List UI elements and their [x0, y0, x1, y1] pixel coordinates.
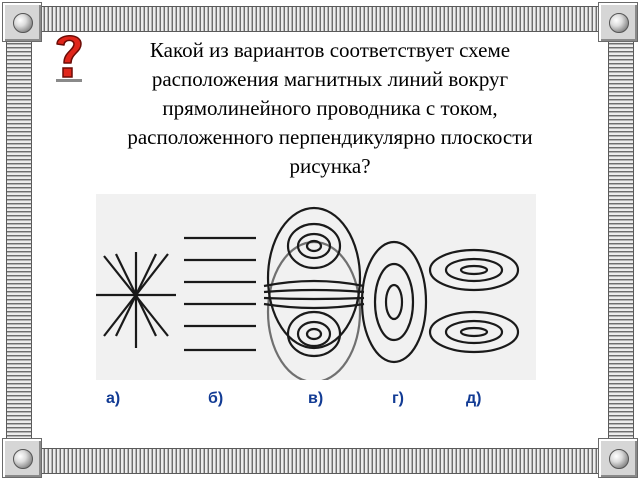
corner-bottom-left [2, 438, 42, 478]
frame-top [40, 6, 600, 32]
option-a[interactable]: а) [106, 390, 121, 407]
question-text [90, 36, 570, 181]
question-line: Какой из вариантов соответствует схеме [149, 38, 511, 62]
option-c[interactable]: в) [308, 390, 324, 407]
question-line: прямолинейного проводника с током, [162, 96, 498, 120]
option-b[interactable]: б) [208, 390, 224, 407]
rivet-icon [13, 13, 33, 33]
option-d-figure [362, 242, 426, 362]
corner-top-right [598, 2, 638, 42]
question-line: рисунка? [289, 154, 371, 178]
option-a-figure [96, 252, 176, 348]
corner-bottom-right [598, 438, 638, 478]
frame-right [608, 40, 634, 440]
question-mark-icon [52, 30, 86, 84]
option-d[interactable]: г) [392, 390, 404, 407]
option-c-figure [264, 208, 364, 380]
option-e[interactable]: д) [466, 390, 482, 407]
answer-options [0, 390, 640, 414]
rivet-icon [609, 13, 629, 33]
frame-left [6, 40, 32, 440]
rivet-icon [13, 449, 33, 469]
option-e-figure [430, 250, 518, 352]
question-line: расположенного перпендикулярно плоскости [127, 125, 533, 149]
rivet-icon [609, 449, 629, 469]
frame-bottom [40, 448, 600, 474]
field-lines-figure [96, 194, 536, 380]
option-b-figure [184, 238, 256, 350]
corner-top-left [2, 2, 42, 42]
field-lines-svg [96, 194, 536, 380]
question-line: расположения магнитных линий вокруг [151, 67, 509, 91]
